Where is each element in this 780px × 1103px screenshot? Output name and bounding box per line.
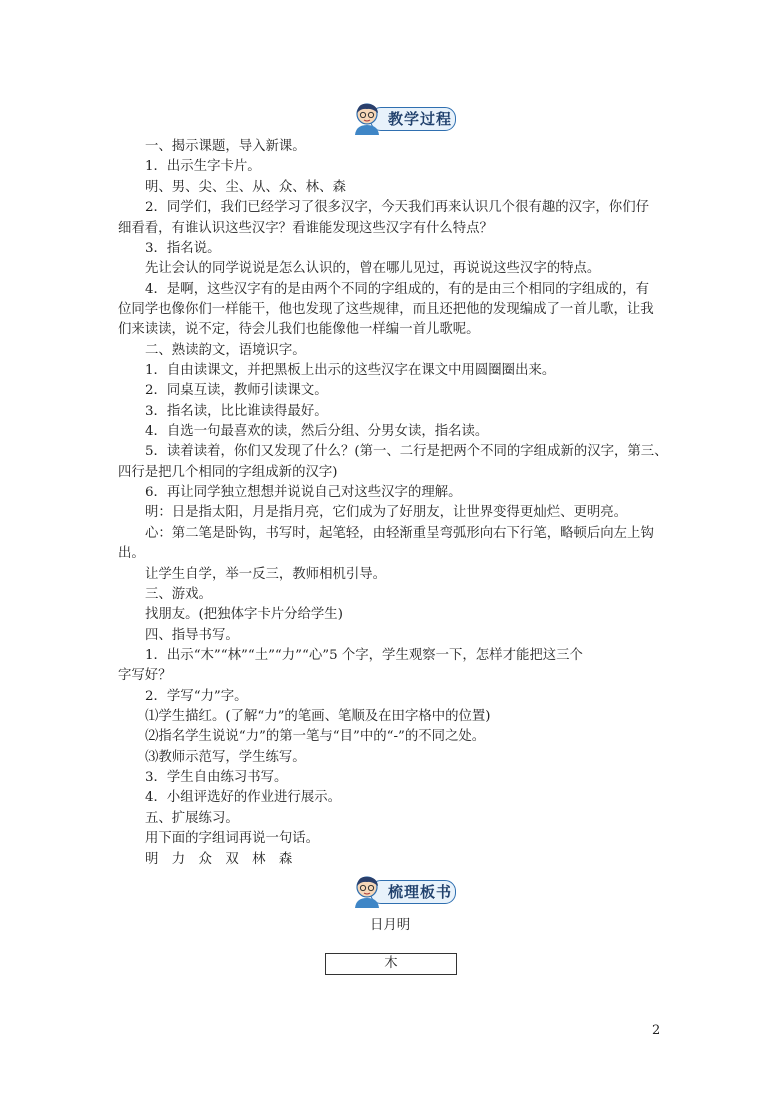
text-line: 2．同桌互读，教师引读课文。: [145, 383, 328, 398]
section-badge-board: [352, 874, 460, 908]
text-line: 1．出示“木”“林”“土”“力”“心”5 个字，学生观察一下，怎样才能把这三个: [145, 648, 583, 663]
text-line: 4．自选一句最喜欢的读，然后分组、分男女读，指名读。: [145, 424, 489, 439]
text-line: 2．学写“力”字。: [145, 689, 248, 704]
section-title: 教学过程: [388, 110, 453, 128]
text-line: 五、扩展练习。: [145, 811, 239, 826]
text-line: 明 力 众 双 林 森: [145, 852, 293, 867]
teacher-avatar-icon: [352, 874, 384, 908]
text-line: 字写好？: [118, 668, 172, 683]
text-line: 用下面的字组词再说一句话。: [145, 831, 320, 846]
text-line: ⑶教师示范写，学生练写。: [145, 750, 306, 765]
section-title: 梳理板书: [388, 883, 453, 901]
text-line: 三、游戏。: [145, 587, 212, 602]
section-badge-teaching-process: [352, 101, 460, 135]
page-number: 2: [652, 1023, 661, 1038]
text-line: 心：第二笔是卧钩，书写时，起笔轻，由轻渐重呈弯弧形向右下行笔，略顿后向左上钩: [145, 526, 654, 541]
text-line: 一、揭示课题，导入新课。: [145, 139, 306, 154]
text-line: 1．自由读课文，并把黑板上出示的这些汉字在课文中用圆圈圈出来。: [145, 363, 556, 378]
board-box: 木: [325, 953, 457, 975]
teacher-avatar-icon: [352, 101, 384, 135]
text-line: 位同学也像你们一样能干，他也发现了这些规律，而且还把他的发现编成了一首儿歌，让我: [118, 302, 654, 317]
text-line: 3．指名说。: [145, 241, 221, 256]
text-line: 明：日是指太阳，月是指月亮，它们成为了好朋友，让世界变得更灿烂、更明亮。: [145, 505, 628, 520]
text-line: 4．小组评选好的作业进行展示。: [145, 790, 341, 805]
text-line: 3．学生自由练习书写。: [145, 770, 288, 785]
text-line: 3．指名读，比比谁读得最好。: [145, 404, 328, 419]
text-line: ⑵指名学生说说“力”的第一笔与“目”中的“-”的不同之处。: [145, 729, 486, 744]
text-line: 1．出示生字卡片。: [145, 159, 261, 174]
board-title: 日月明: [370, 918, 411, 933]
text-line: ⑴学生描红。(了解“力”的笔画、笔顺及在田字格中的位置): [145, 709, 491, 724]
text-line: 们来读读，说不定，待会儿我们也能像他一样编一首儿歌呢。: [118, 322, 480, 337]
text-line: 明、男、尖、尘、从、众、林、森: [145, 180, 346, 195]
text-line: 出。: [118, 546, 145, 561]
text-line: 二、熟读韵文，语境识字。: [145, 343, 306, 358]
text-line: 细看看，有谁认识这些汉字？看谁能发现这些汉字有什么特点？: [118, 221, 493, 236]
text-line: 让学生自学，举一反三，教师相机引导。: [145, 567, 387, 582]
text-line: 四、指导书写。: [145, 628, 239, 643]
text-line: 5．读着读着，你们又发现了什么？(第一、二行是把两个不同的字组成新的汉字，第三、: [145, 444, 668, 459]
text-line: 四行是把几个相同的字组成新的汉字): [118, 465, 338, 480]
text-line: 4．是啊，这些汉字有的是由两个不同的字组成的，有的是由三个相同的字组成的，有: [145, 282, 649, 297]
text-line: 2．同学们，我们已经学习了很多汉字，今天我们再来认识几个很有趣的汉字，你们仔: [145, 200, 649, 215]
text-line: 先让会认的同学说说是怎么认识的，曾在哪儿见过，再说说这些汉字的特点。: [145, 261, 601, 276]
text-line: 6．再让同学独立想想并说说自己对这些汉字的理解。: [145, 485, 462, 500]
text-line: 找朋友。(把独体字卡片分给学生): [145, 607, 343, 622]
